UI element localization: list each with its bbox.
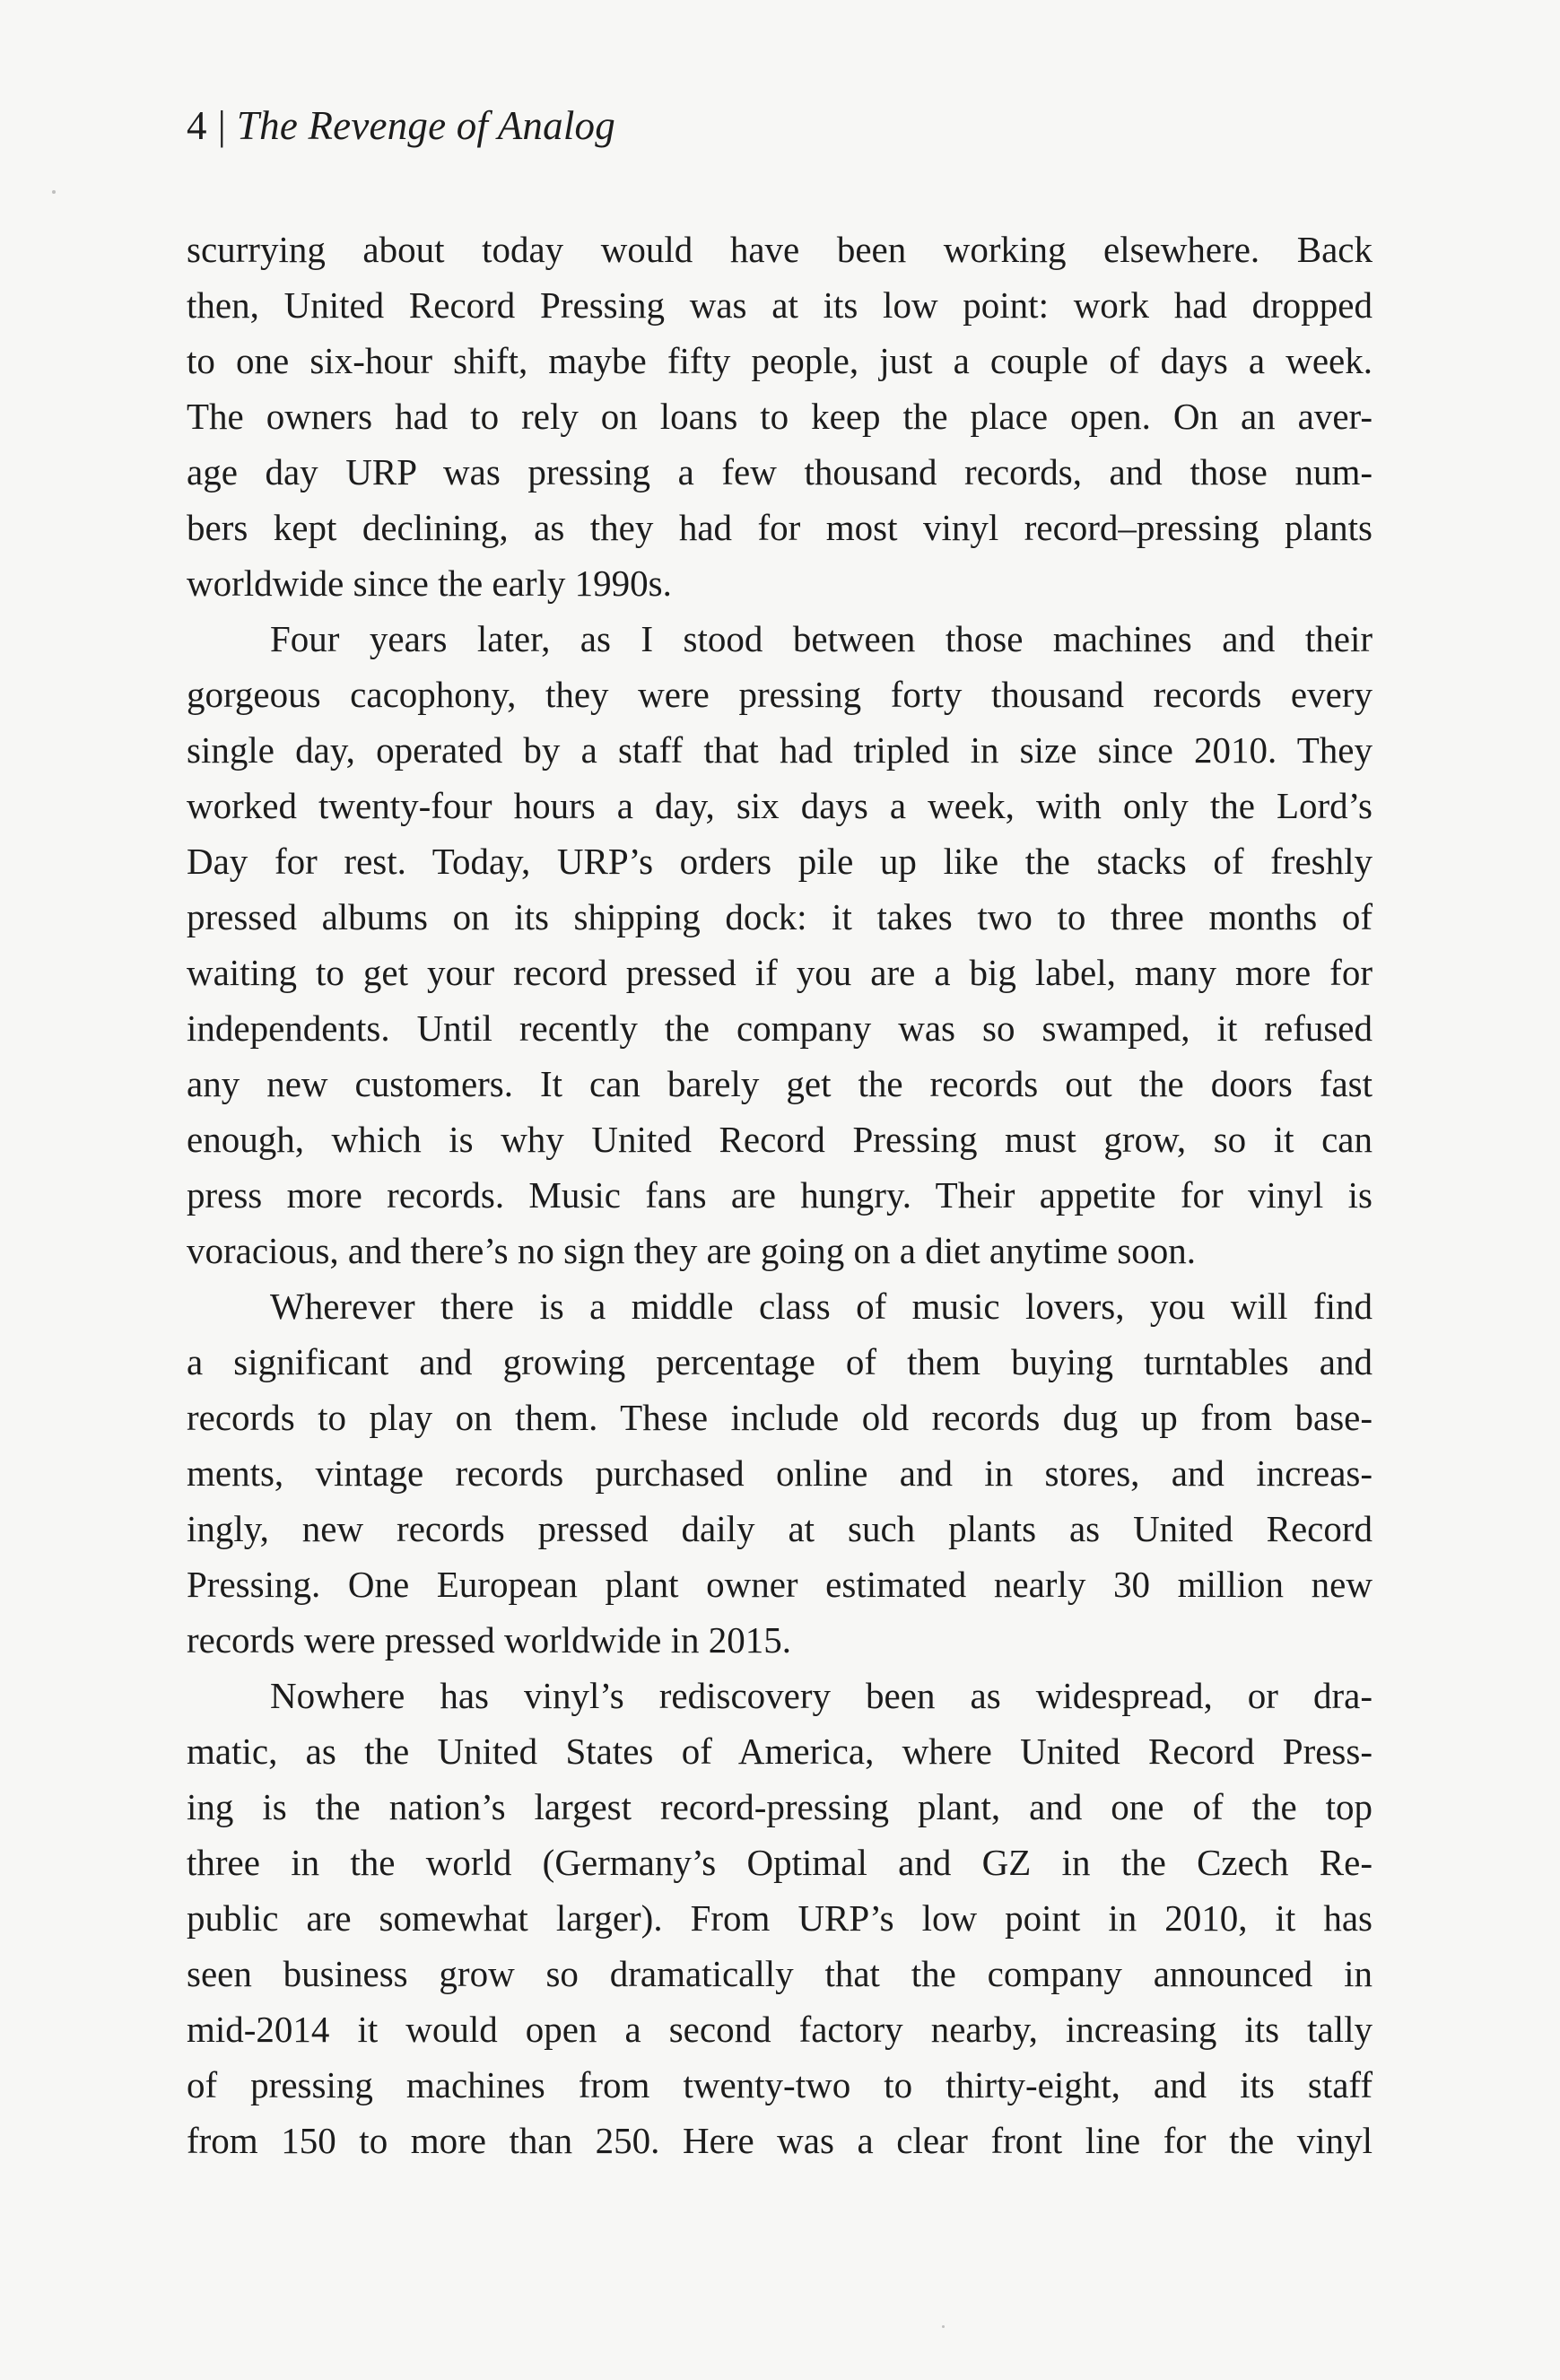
text-line: gorgeous cacophony, they were pressing forty thousand records every <box>187 674 1373 715</box>
text-line: worked twenty-four hours a day, six days a week, with only the Lord’s <box>187 785 1373 826</box>
running-head <box>187 103 615 148</box>
text-line: Four years later, as I stood between those machines and their <box>270 618 1373 659</box>
text-line: Wherever there is a middle class of music lovers, you will find <box>270 1286 1373 1327</box>
text-line: a significant and growing percentage of them buying turntables and <box>187 1341 1373 1382</box>
text-line: records were pressed worldwide in 2015. <box>187 1619 792 1661</box>
text-line: independents. Until recently the company was so swamped, it refused <box>187 1007 1373 1049</box>
text-line: The owners had to rely on loans to keep the place open. On an aver- <box>187 396 1373 437</box>
text-line: press more records. Music fans are hungry. Their appetite for vinyl is <box>187 1174 1373 1216</box>
text-line: worldwide since the early 1990s. <box>187 562 672 604</box>
text-line: from 150 to more than 250. Here was a clear front line for the vinyl <box>187 2120 1373 2161</box>
text-line: records to play on them. These include old records dug up from base- <box>187 1397 1373 1438</box>
text-line: scurrying about today would have been working elsewhere. Back <box>187 229 1373 270</box>
paragraph <box>187 1668 1373 2168</box>
text-line: waiting to get your record pressed if you are a big label, many more for <box>187 952 1373 993</box>
text-line: voracious, and there’s no sign they are going on a diet anytime soon. <box>187 1230 1196 1271</box>
paragraph <box>187 611 1373 1278</box>
text-line: seen business grow so dramatically that the company announced in <box>187 1953 1373 1994</box>
paragraph <box>187 1278 1373 1668</box>
text-line: Pressing. One European plant owner estimated nearly 30 million new <box>187 1564 1373 1605</box>
text-line: Nowhere has vinyl’s rediscovery been as widespread, or dra- <box>270 1675 1373 1716</box>
page-number: 4 <box>187 103 207 148</box>
text-line: any new customers. It can barely get the records out the doors fast <box>187 1063 1373 1104</box>
text-line: ing is the nation’s largest record-pressing plant, and one of the top <box>187 1786 1373 1827</box>
text-line: pressed albums on its shipping dock: it takes two to three months of <box>187 896 1373 937</box>
book-title: The Revenge of Analog <box>236 103 615 148</box>
text-line: age day URP was pressing a few thousand records, and those num- <box>187 451 1373 493</box>
text-line: then, United Record Pressing was at its low point: work had dropped <box>187 284 1373 326</box>
text-line: single day, operated by a staff that had tripled in size since 2010. They <box>187 729 1373 771</box>
text-line: enough, which is why United Record Pressing must grow, so it can <box>187 1119 1373 1160</box>
text-line: matic, as the United States of America, where United Record Press- <box>187 1731 1373 1772</box>
text-line: ments, vintage records purchased online and in stores, and increas- <box>187 1452 1373 1494</box>
text-line: three in the world (Germany’s Optimal and GZ in the Czech Re- <box>187 1842 1373 1883</box>
text-line: bers kept declining, as they had for most vinyl record–pressing plants <box>187 507 1373 548</box>
text-line: Day for rest. Today, URP’s orders pile up like the stacks of freshly <box>187 841 1373 882</box>
text-line: ingly, new records pressed daily at such plants as United Record <box>187 1508 1373 1549</box>
text-line: public are somewhat larger). From URP’s low point in 2010, it has <box>187 1897 1373 1939</box>
paper-speck <box>942 2325 945 2328</box>
paragraph <box>187 222 1373 611</box>
text-line: of pressing machines from twenty-two to thirty-eight, and its staff <box>187 2064 1373 2105</box>
paper-speck <box>52 190 56 194</box>
body-text <box>187 222 1373 2168</box>
text-line: to one six-hour shift, maybe fifty people, just a couple of days a week. <box>187 340 1373 381</box>
header-separator: | <box>217 103 226 148</box>
text-line: mid-2014 it would open a second factory nearby, increasing its tally <box>187 2009 1373 2050</box>
